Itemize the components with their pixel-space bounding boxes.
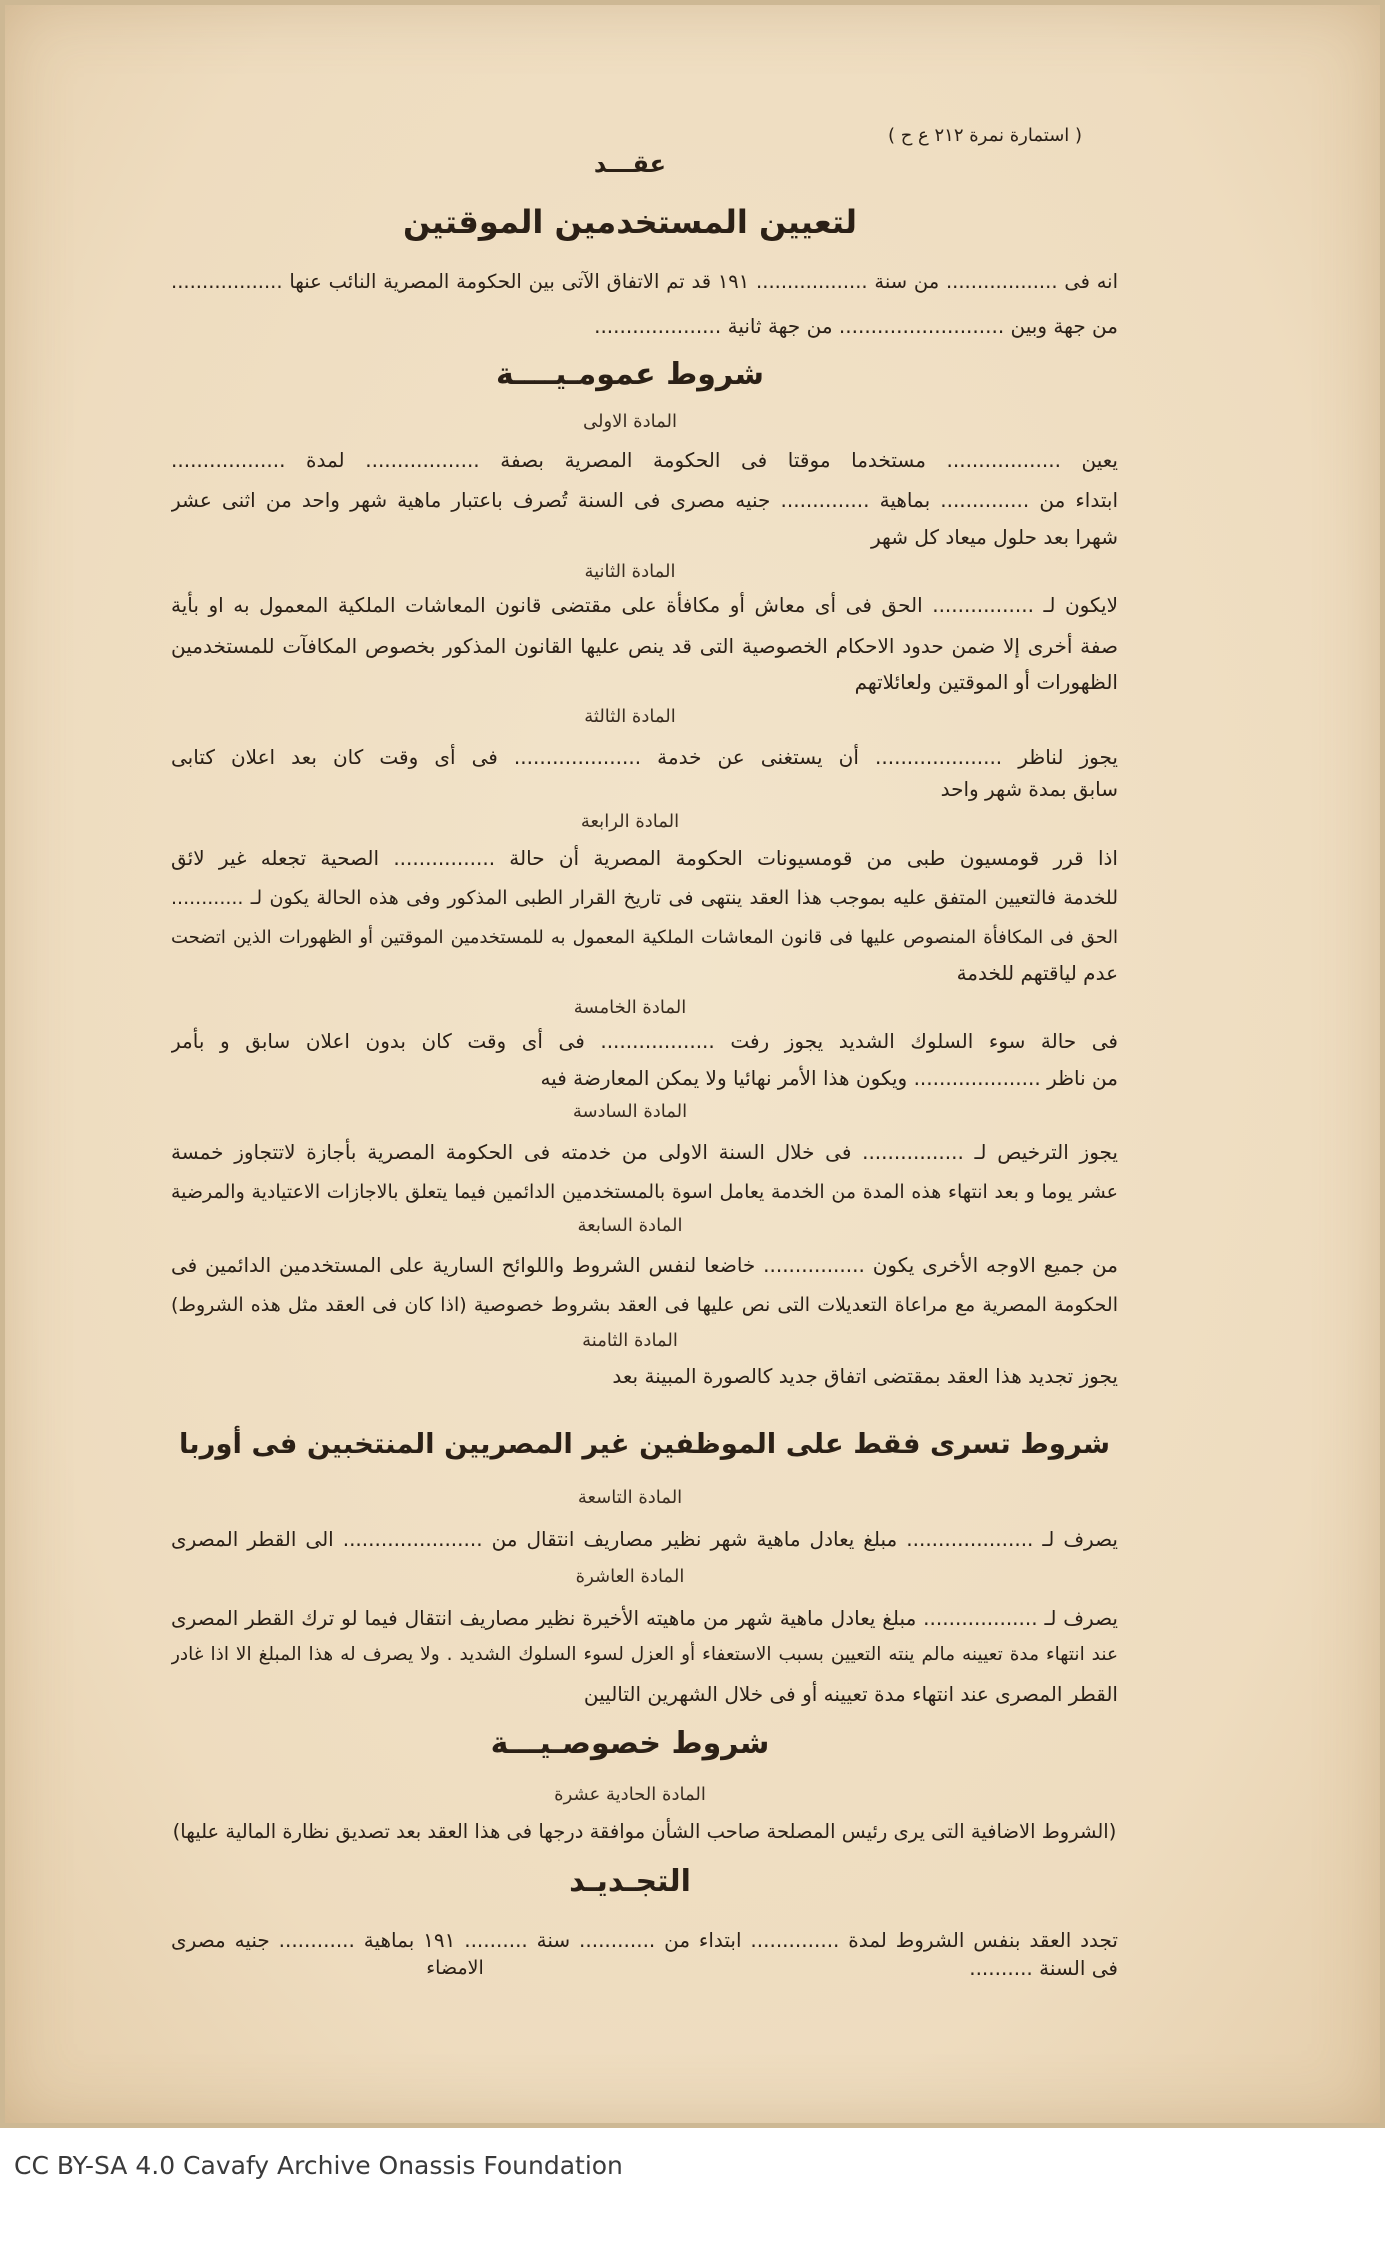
- article-10-line-1: يصرف لـ .................. مبلغ يعادل ماهية شهر من ماهيته الأخيرة نظير مصاريف انتقال فيما لو ترك القطر المصرى: [171, 1606, 1118, 1630]
- article-1-line-1: يعين .................. مستخدما موقتا فى الحكومة المصرية بصفة .................. لمدة ..................: [171, 448, 1118, 472]
- article-1-line-3: شهرا بعد حلول ميعاد كل شهر: [871, 525, 1118, 549]
- article-2-line-2: صفة أخرى إلا ضمن حدود الاحكام الخصوصية التى قد ينص عليها القانون المذكور بخصوص المكافآت للمستخدمين: [171, 634, 1118, 658]
- renewal-heading: التجـديـد: [569, 1864, 691, 1899]
- article-4-line-3: الحق فى المكافأة المنصوص عليها فى قانون المعاشات الملكية المعمول به للمستخدمين الموقتين أو الظهورات الذين اتضحت: [171, 927, 1118, 948]
- special-conditions-heading: شروط خصوصـيـــة: [490, 1726, 770, 1761]
- article-4-line-2: للخدمة فالتعيين المتفق عليه بموجب هذا العقد ينتهى فى تاريخ القرار الطبى المذكور وفى هذه الحالة يكون لـ ............: [171, 887, 1118, 909]
- article-2-title: المادة الثانية: [584, 561, 676, 582]
- article-10-title: المادة العاشرة: [575, 1566, 685, 1587]
- article-6-line-2: عشر يوما و بعد انتهاء هذه المدة من الخدمة يعامل اسوة بالمستخدمين الدائمين فيما يتعلق بالاجازات الاعتيادية والمرضية: [171, 1181, 1118, 1203]
- article-8-line-1: يجوز تجديد هذا العقد بمقتضى اتفاق جديد كالصورة المبينة بعد: [612, 1364, 1118, 1388]
- article-7-line-1: من جميع الاوجه الأخرى يكون ................ خاضعا لنفس الشروط واللوائح السارية على المستخدمين الدائمين فى: [171, 1253, 1118, 1277]
- europe-conditions-heading: شروط تسرى فقط على الموظفين غير المصريين المنتخبين فى أوربا: [178, 1428, 1111, 1460]
- article-2-line-1: لايكون لـ ................ الحق فى أى معاش أو مكافأة على مقتضى قانون المعاشات الملكية المعمول به او بأية: [171, 593, 1118, 617]
- article-6-title: المادة السادسة: [572, 1101, 688, 1122]
- article-7-title: المادة السابعة: [577, 1215, 683, 1236]
- article-11-line-1: (الشروط الاضافية التى يرى رئيس المصلحة صاحب الشأن موافقة درجها فى هذا العقد بعد تصديق نظارة المالية عليها): [172, 1820, 1117, 1843]
- article-9-title: المادة التاسعة: [577, 1487, 683, 1508]
- contract-title: لتعيين المستخدمين الموقتين: [403, 203, 857, 241]
- article-7-line-2: الحكومة المصرية مع مراعاة التعديلات التى نص عليها فى العقد بشروط خصوصية (اذا كان فى العقد مثل هذه الشروط): [171, 1294, 1118, 1316]
- signature-label: الامضاء: [426, 1957, 484, 1979]
- article-3-line-2: سابق بمدة شهر واحد: [940, 777, 1118, 801]
- article-5-line-1: فى حالة سوء السلوك الشديد يجوز رفت .................. فى أى وقت كان بدون اعلان سابق و بأمر: [171, 1029, 1118, 1053]
- renewal-line-2: فى السنة ..........: [969, 1956, 1118, 1980]
- article-1-title: المادة الاولى: [583, 411, 677, 432]
- article-2-line-3: الظهورات أو الموقتين ولعائلاتهم: [854, 670, 1118, 694]
- article-6-line-1: يجوز الترخيص لـ ................ فى خلال السنة الاولى من خدمته فى الحكومة المصرية بأجازة لاتتجاوز خمسة: [171, 1140, 1118, 1164]
- article-5-title: المادة الخامسة: [573, 997, 687, 1018]
- article-4-line-4: عدم لياقتهم للخدمة: [956, 961, 1118, 985]
- article-11-title: المادة الحادية عشرة: [554, 1784, 706, 1805]
- article-9-line-1: يصرف لـ .................... مبلغ يعادل ماهية شهر نظير مصاريف انتقال من ...................... الى القطر المصرى: [171, 1527, 1118, 1551]
- general-conditions-heading: شروط عمومـيــــة: [495, 357, 765, 392]
- intro-line-1: انه فى .................. من سنة .................. ١٩١ قد تم الاتفاق الآتى بين الحكومة المصرية النائب عنها ..................: [171, 270, 1118, 293]
- article-4-title: المادة الرابعة: [580, 811, 680, 832]
- article-3-title: المادة الثالثة: [584, 706, 676, 727]
- article-3-line-1: يجوز لناظر .................... أن يستغنى عن خدمة .................... فى أى وقت كان بعد اعلان كتابى: [171, 745, 1118, 769]
- article-10-line-3: القطر المصرى عند انتهاء مدة تعيينه أو فى خلال الشهرين التاليين: [583, 1682, 1118, 1706]
- license-caption: CC BY-SA 4.0 Cavafy Archive Onassis Foundation: [14, 2151, 623, 2180]
- article-10-line-2: عند انتهاء مدة تعيينه مالم ينته التعيين بسبب الاستعفاء أو العزل لسوء السلوك الشديد . ولا يصرف له هذا المبلغ الا اذا غادر: [171, 1644, 1118, 1665]
- contract-label: عقـــد: [593, 150, 667, 178]
- article-1-line-2: ابتداء من .............. بماهية .............. جنيه مصرى فى السنة تُصرف باعتبار ماهية شهر واحد من اثنى عشر: [171, 488, 1118, 512]
- renewal-line-1: تجدد العقد بنفس الشروط لمدة .............. ابتداء من ............ سنة .......... ١٩١ بماهية ............ جنيه مصرى: [171, 1928, 1118, 1952]
- article-8-title: المادة الثامنة: [582, 1330, 678, 1351]
- intro-line-2: من جهة وبين .......................... من جهة ثانية ....................: [594, 314, 1118, 338]
- form-number: ( استمارة نمرة ٢١٢ ع ح ): [887, 125, 1083, 146]
- article-4-line-1: اذا قرر قومسيون طبى من قومسيونات الحكومة المصرية أن حالة ................ الصحية تجعله غير لائق: [171, 846, 1118, 870]
- article-5-line-2: من ناظر .................... ويكون هذا الأمر نهائيا ولا يمكن المعارضة فيه: [540, 1066, 1118, 1090]
